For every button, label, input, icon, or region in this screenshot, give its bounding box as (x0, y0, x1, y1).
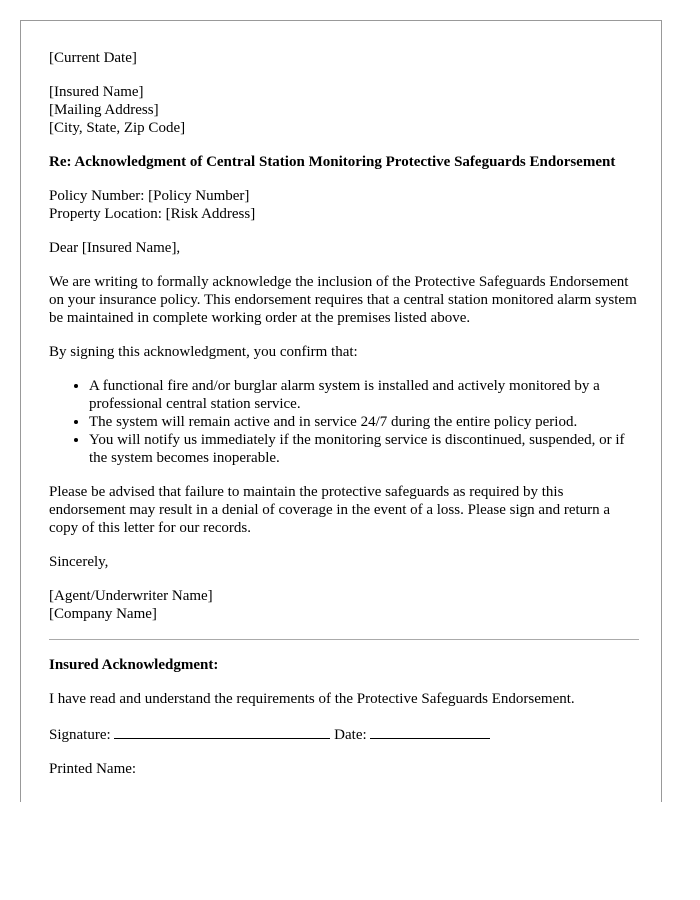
policy-number: Policy Number: [Policy Number] (49, 188, 250, 204)
letter-page (20, 20, 662, 802)
signature-field[interactable] (114, 724, 330, 739)
date-label: Date: (334, 727, 367, 743)
printed-name-label: Printed Name: (49, 761, 137, 777)
sender-company: [Company Name] (49, 606, 157, 622)
list-item: • The system will remain active and in service 24/7 during the entire policy period. (89, 413, 639, 431)
advisory-paragraph: Please be advised that failure to maintain the protective safeguards as required by this endorsement may result in a denial of coverage in the event of a loss. Please sign and return a copy of this letter for our records. (49, 484, 611, 536)
closing: Sincerely, (49, 554, 109, 570)
signature-row (49, 724, 639, 744)
list-item: • A functional fire and/or burglar alarm system is installed and actively monitored by a professional central station service. (89, 377, 639, 413)
date-field[interactable] (370, 724, 490, 739)
confirm-lead: By signing this acknowledgment, you confirm that: (49, 344, 358, 360)
signature-label: Signature: (49, 727, 111, 743)
salutation: Dear [Insured Name], (49, 240, 181, 256)
policy-block (49, 187, 639, 223)
subject-line: Re: Acknowledgment of Central Station Monitoring Protective Safeguards Endorsement (49, 154, 616, 170)
property-location: Property Location: [Risk Address] (49, 206, 256, 222)
sender-name: [Agent/Underwriter Name] (49, 588, 213, 604)
confirmation-list (49, 377, 639, 467)
acknowledgment-heading: Insured Acknowledgment: (49, 657, 219, 673)
recipient-name: [Insured Name] (49, 84, 144, 100)
letter-date: [Current Date] (49, 50, 137, 66)
section-divider (49, 639, 639, 640)
printed-name-row (49, 760, 639, 778)
recipient-city: [City, State, Zip Code] (49, 120, 186, 136)
list-item: • You will notify us immediately if the monitoring service is discontinued, suspended, or if the system becomes inoperable. (89, 431, 639, 467)
intro-paragraph: We are writing to formally acknowledge the inclusion of the Protective Safeguards Endorsement on your insurance policy. This endorsement requires that a central station monitored alarm system be maintained in complete working order at the premises listed above. (49, 274, 637, 326)
recipient-address: [Mailing Address] (49, 102, 159, 118)
recipient-block (49, 83, 639, 137)
acknowledgment-statement: I have read and understand the requirements of the Protective Safeguards Endorsement. (49, 691, 575, 707)
letter-content (49, 49, 639, 794)
sender-block (49, 587, 639, 623)
